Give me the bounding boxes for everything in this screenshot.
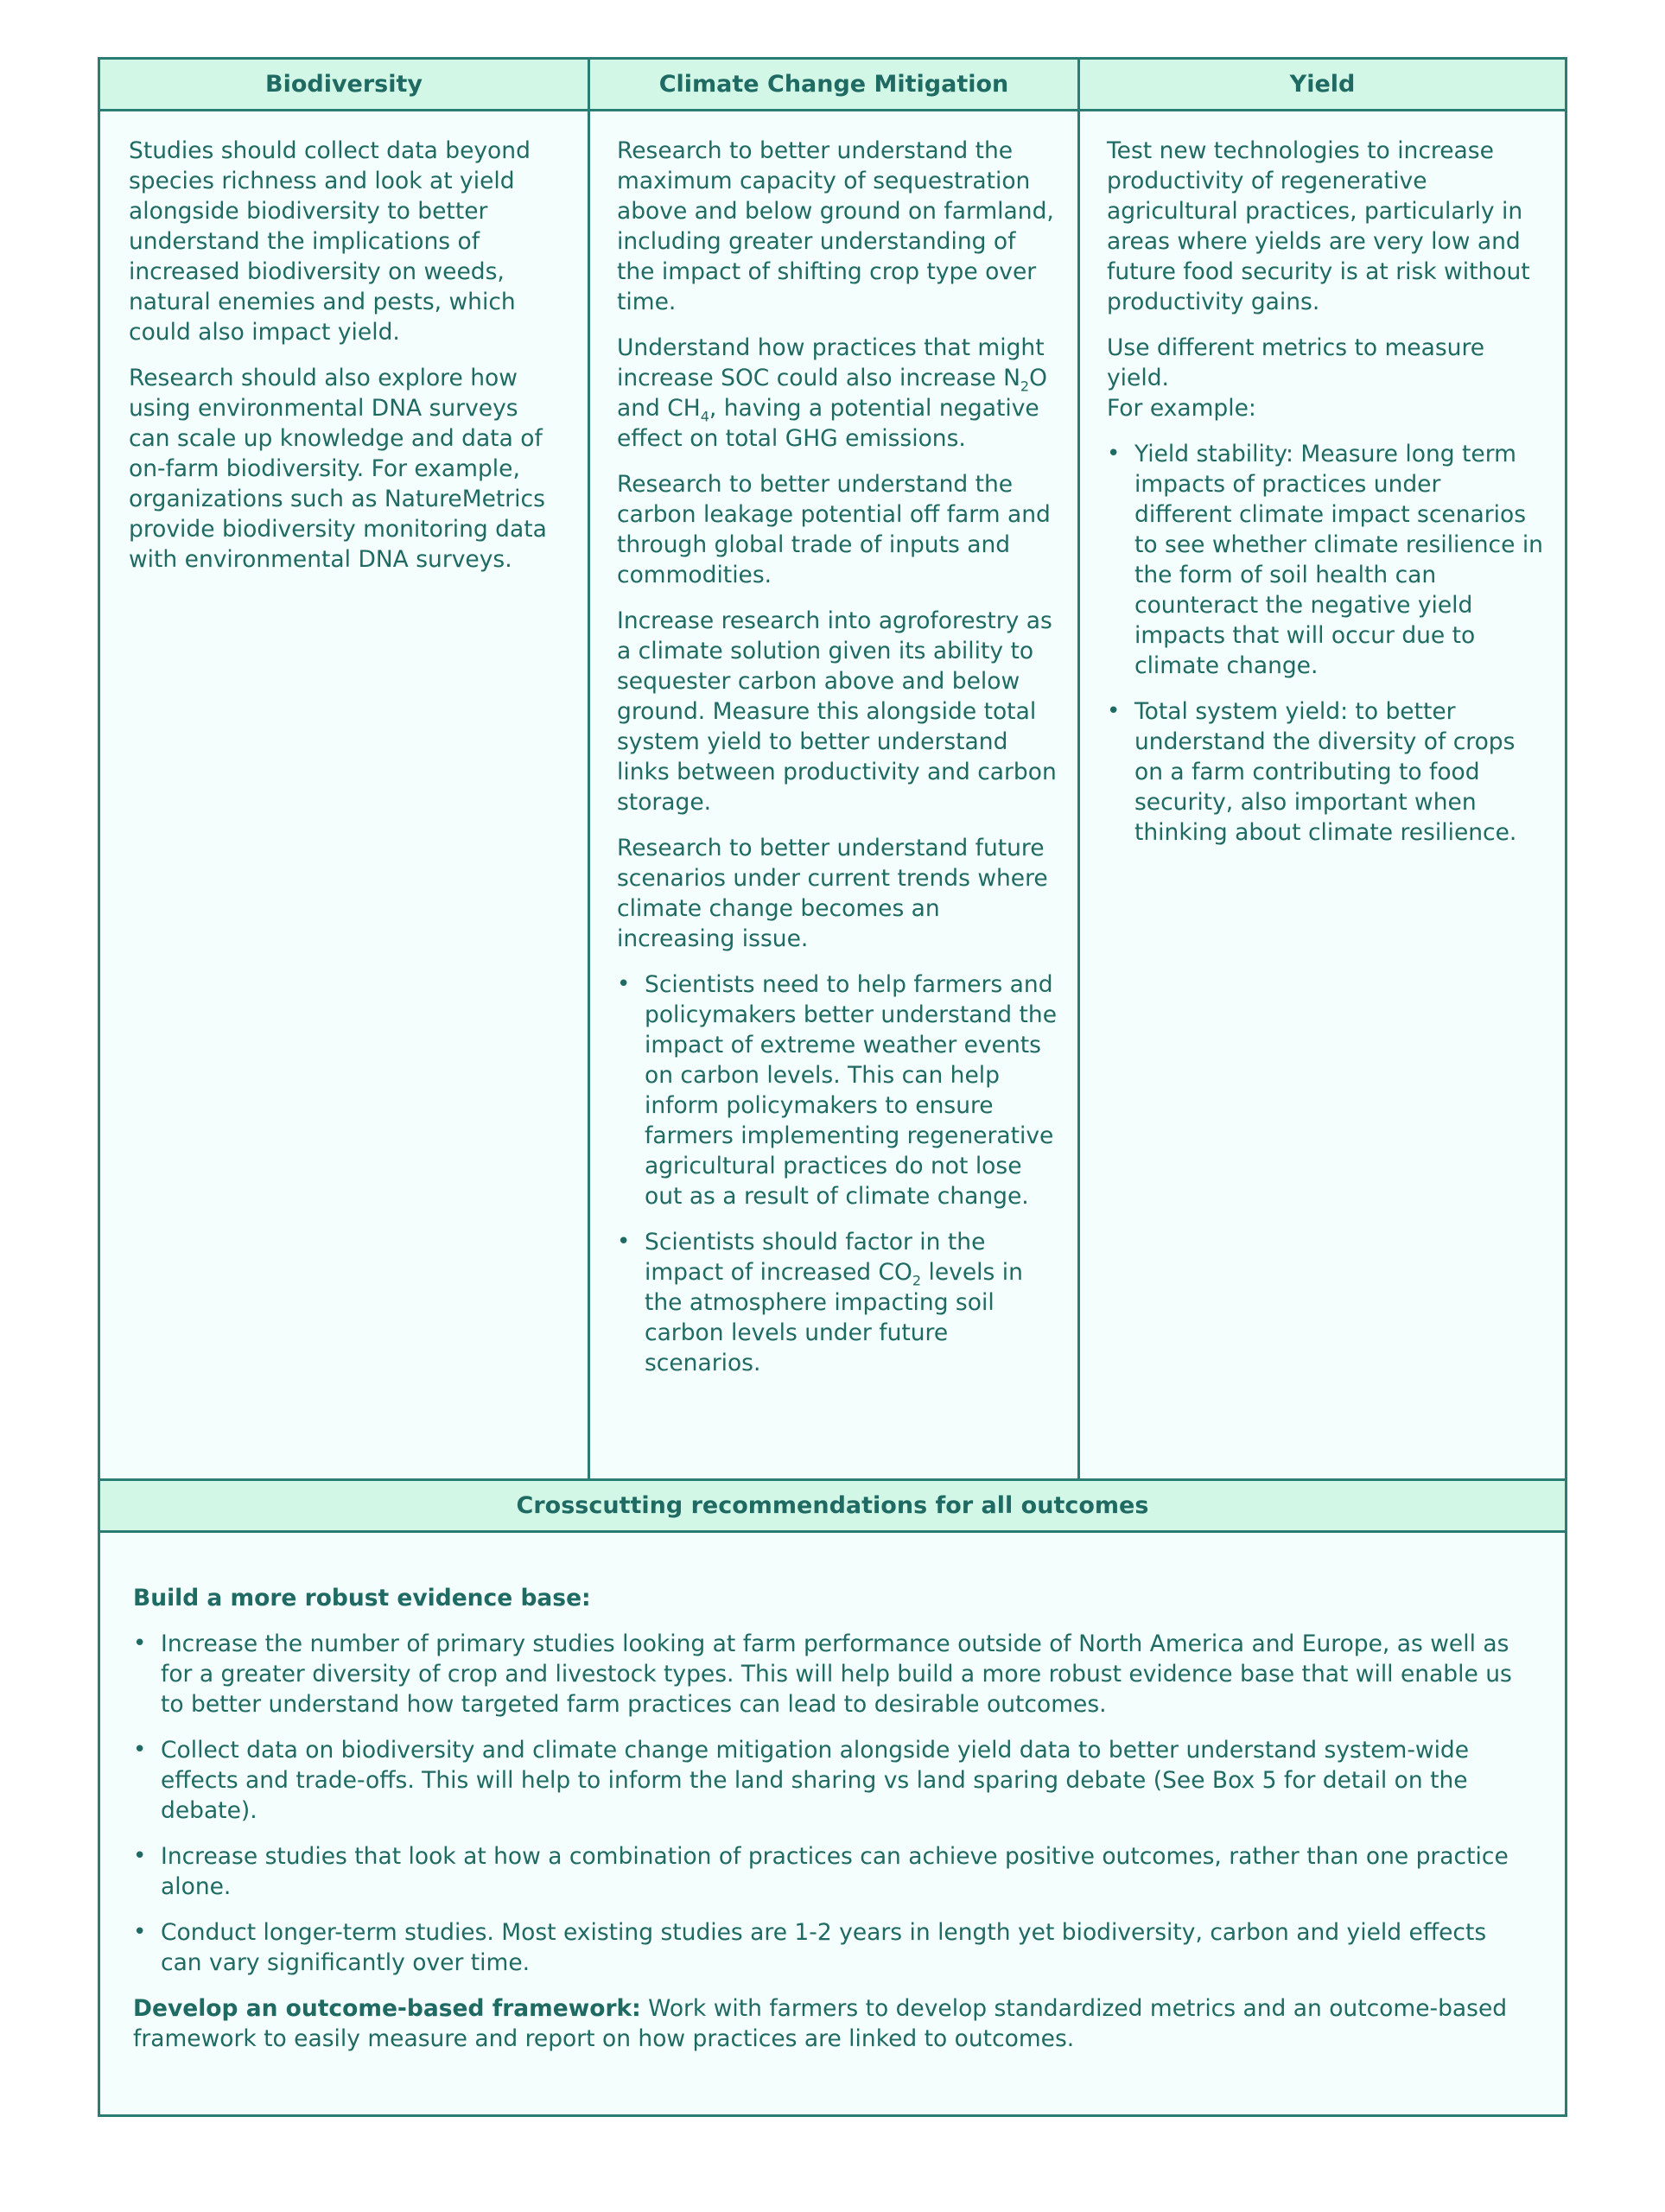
column-divider [588, 60, 590, 1478]
header-biodiversity: Biodiversity [100, 60, 588, 111]
biodiversity-cell [129, 136, 561, 590]
biodiversity-paragraph: Studies should collect data beyond species richness and look at yield alongside biodiversity to better understand the implications of increased biodiversity on weeds, natural enemies and pests, which could also impact yield. [129, 137, 531, 346]
crosscutting-cell [133, 1583, 1533, 2069]
list-item: • Conduct longer-term studies. Most existing studies are 1-2 years in length yet biodiversity, carbon and yield effects can vary significantly over time. [133, 1917, 1533, 1978]
yield-paragraph: Use different metrics to measure yield. For example: [1107, 334, 1485, 422]
list-item: • Collect data on biodiversity and climate change mitigation alongside yield data to better understand system-wide effects and trade-offs. This will help to inform the land sharing vs land sparing debate (See Box 5 for detail on the debate). [133, 1735, 1533, 1826]
list-item: • Scientists should factor in the impact of increased $CO_2$ levels in the atmosphere impacting soil carbon levels under future scenarios. [617, 1227, 1058, 1378]
climate-paragraph: Increase research into agroforestry as a climate solution given its ability to sequester carbon above and below ground. Measure this alongside total system yield to better understand links between productivity and carbon storage. [617, 607, 1057, 816]
climate-paragraph: Understand how practices that might increase SOC could also increase $N_2O$ and $CH_4$, having a potential negative effect on total GHG emissions. [617, 334, 1047, 452]
crosscutting-bullet-list [133, 1629, 1533, 1978]
header-crosscutting: Crosscutting recommendations for all outcomes [100, 1481, 1565, 1533]
header-yield: Yield [1080, 60, 1565, 111]
header-climate-change-mitigation: Climate Change Mitigation [590, 60, 1077, 111]
list-item: • Increase the number of primary studies looking at farm performance outside of North America and Europe, as well as for a greater diversity of crop and livestock types. This will help build a more robust evidence base that will enable us to better understand how targeted farm practices can lead to desirable outcomes. [133, 1629, 1533, 1719]
yield-bullet-list [1107, 439, 1543, 848]
yield-cell [1107, 136, 1543, 863]
list-item: • Scientists need to help farmers and policymakers better understand the impact of extreme weather events on carbon levels. This can help inform policymakers to ensure farmers implementing regenerative agricultural practices do not lose out as a result of climate change. [617, 969, 1058, 1211]
list-item: • Increase studies that look at how a combination of practices can achieve positive outcomes, rather than one practice alone. [133, 1841, 1533, 1902]
crosscutting-final-paragraph: Develop an outcome-based framework: Work with farmers to develop standardized metrics and an outcome-based framework to easily measure and report on how practices are linked to outcomes. [133, 1995, 1508, 2052]
list-item: • Yield stability: Measure long term impacts of practices under different climate impact scenarios to see whether climate resilience in the form of soil health can counteract the negative yield impacts that will occur due to climate change. [1107, 439, 1543, 681]
column-divider [1077, 60, 1080, 1478]
biodiversity-paragraph: Research should also explore how using environmental DNA surveys can scale up knowledge and data of on-farm biodiversity. For example, organizations such as NatureMetrics provide biodiversity monitoring data with environmental DNA surveys. [129, 365, 547, 573]
yield-paragraph: Test new technologies to increase productivity of regenerative agricultural practices, particularly in areas where yields are very low and future food security is at risk without productivity gains. [1107, 137, 1530, 315]
climate-paragraph: Research to better understand the carbon leakage potential off farm and through global trade of inputs and commodities. [617, 471, 1051, 588]
climate-paragraph: Research to better understand future scenarios under current trends where climate change becomes an increasing issue. [617, 835, 1048, 952]
climate-paragraph: Research to better understand the maximum capacity of sequestration above and below ground on farmland, including greater understanding of the impact of shifting crop type over time. [617, 137, 1054, 315]
crosscutting-heading: Build a more robust evidence base: [133, 1585, 591, 1611]
climate-bullet-list [617, 969, 1058, 1378]
recommendations-table [98, 57, 1567, 2117]
list-item: • Total system yield: to better understand the diversity of crops on a farm contributing to food security, also important when thinking about climate resilience. [1107, 696, 1543, 848]
climate-cell [617, 136, 1058, 1394]
